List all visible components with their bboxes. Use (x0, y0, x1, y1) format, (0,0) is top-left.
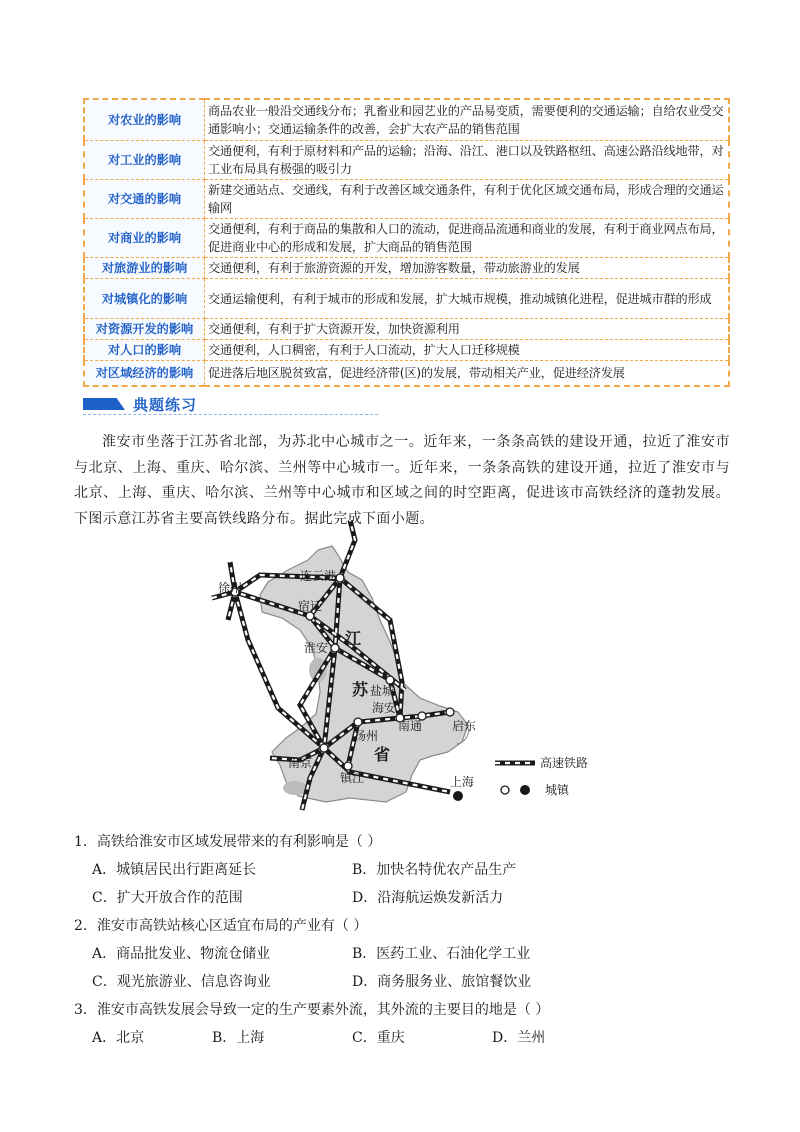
option-c[interactable]: C．观光旅游业、信息咨询业 (92, 974, 271, 990)
option-row (74, 1024, 734, 1052)
city-marker-shanghai (453, 791, 463, 801)
question-1 (74, 828, 734, 912)
option-a[interactable]: A．北京 (92, 1030, 145, 1046)
legend-town-hollow (501, 786, 509, 794)
question-stem: 3．淮安市高铁发展会导致一定的生产要素外流，其外流的主要目的地是（ ） (74, 1002, 550, 1018)
section-header (83, 394, 378, 416)
option-b[interactable]: B．加快名特优农产品生产 (352, 862, 517, 878)
question-3 (74, 996, 734, 1052)
city-marker-yangzhou (354, 718, 362, 726)
city-marker-suqian (306, 612, 314, 620)
question-list (74, 828, 734, 1052)
table-row (84, 361, 729, 387)
option-a[interactable]: A．城镇居民出行距离延长 (92, 862, 257, 878)
option-c[interactable]: C．扩大开放合作的范围 (92, 890, 243, 906)
option-d[interactable]: D．沿海航运焕发新活力 (352, 890, 504, 906)
city-label-huaian: 淮安 (304, 641, 329, 655)
section-title: 典题练习 (133, 396, 198, 414)
row-content: 促进落后地区脱贫致富，促进经济带(区)的发展，带动相关产业，促进经济发展 (205, 361, 730, 387)
row-label: 对资源开发的影响 (84, 319, 205, 340)
row-content: 商品农业一般沿交通线分布；乳畜业和园艺业的产品易变质，需要便利的交通运输；自给农业受交通影响小；交通运输条件的改善，会扩大农产品的销售范围 (205, 99, 730, 141)
table-row (84, 258, 729, 279)
city-marker-lianyungang (336, 574, 344, 582)
row-label: 对农业的影响 (84, 99, 205, 141)
option-c[interactable]: C．重庆 (352, 1030, 405, 1046)
jiangsu-railway-map (200, 520, 620, 820)
option-row (74, 968, 734, 996)
city-label-xuzhou: 徐州 (218, 581, 243, 595)
row-label: 对工业的影响 (84, 141, 205, 180)
city-label-qidong: 启东 (452, 719, 477, 733)
row-label: 对城镇化的影响 (84, 279, 205, 319)
option-d[interactable]: D．兰州 (492, 1030, 546, 1046)
section-divider (83, 414, 378, 415)
row-label: 对人口的影响 (84, 340, 205, 361)
city-label-shanghai: 上海 (450, 775, 475, 789)
city-label-haian: 海安 (372, 701, 397, 715)
table-row (84, 141, 729, 180)
option-row (74, 940, 734, 968)
transport-impact-table (83, 98, 730, 387)
option-b[interactable]: B．医药工业、石油化学工业 (352, 946, 531, 962)
table-row (84, 180, 729, 219)
city-marker-nanjing (320, 744, 328, 752)
reading-passage: 淮安市坐落于江苏省北部，为苏北中心城市之一。近年来，一条条高铁的建设开通，拉近了淮安市与北京、上海、重庆、哈尔滨、兰州等中心城市一。近年来，一条条高铁的建设开通，拉近了淮安市与北京、上海、重庆、哈尔滨、兰州等中心城市和区域之间的时空距离，促进该市高铁经济的蓬勃发展。下图示意江苏省主要高铁线路分布。据此完成下面小题。 (74, 434, 730, 527)
city-label-lianyungang: 连云港 (300, 569, 337, 583)
legend-town-solid (520, 785, 530, 795)
city-label-nanjing: 南京 (288, 756, 313, 770)
city-label-yancheng: 盐城 (370, 684, 395, 698)
map-svg (200, 520, 620, 820)
table-row (84, 279, 729, 319)
city-label-yangzhou: 扬州 (354, 729, 379, 743)
row-content: 交通便利，有利于旅游资源的开发，增加游客数量，带动旅游业的发展 (205, 258, 730, 279)
lake (283, 781, 307, 795)
option-a[interactable]: A．商品批发业、物流仓储业 (92, 946, 271, 962)
city-label-zhenjiang: 镇江 (340, 771, 365, 785)
row-content: 交通运输便利，有利于城市的形成和发展，扩大城市规模，推动城镇化进程，促进城市群的形成 (205, 279, 730, 319)
city-label-nantong: 南通 (398, 719, 423, 733)
city-marker-yancheng (386, 676, 394, 684)
option-row (74, 856, 734, 884)
province-char: 江 (345, 629, 362, 648)
option-row (74, 884, 734, 912)
row-label: 对旅游业的影响 (84, 258, 205, 279)
table-row (84, 99, 729, 141)
city-label-suqian: 宿迁 (298, 599, 323, 613)
province-char: 苏 (352, 680, 369, 699)
map-legend (495, 755, 588, 797)
row-label: 对交通的影响 (84, 180, 205, 219)
section-bar-icon (83, 398, 125, 410)
option-b[interactable]: B．上海 (212, 1030, 265, 1046)
row-content: 新建交通站点、交通线，有利于改善区域交通条件，有利于优化区域交通布局，形成合理的交通运输网 (205, 180, 730, 219)
city-marker-zhenjiang (344, 762, 352, 770)
row-label: 对商业的影响 (84, 219, 205, 258)
legend-town-label: 城镇 (545, 783, 570, 797)
table-row (84, 340, 729, 361)
option-d[interactable]: D．商务服务业、旅馆餐饮业 (352, 974, 532, 990)
row-content: 交通便利，有利于扩大资源开发，加快资源利用 (205, 319, 730, 340)
legend-railway-label: 高速铁路 (540, 756, 589, 770)
row-content: 交通便利，人口稠密，有利于人口流动，扩大人口迁移规模 (205, 340, 730, 361)
question-stem: 2．淮安市高铁站核心区适宜布局的产业有（ ） (74, 918, 368, 934)
city-marker-huaian (331, 644, 339, 652)
row-content: 交通便利，有利于原材料和产品的运输；沿海、沿江、港口以及铁路枢纽、高速公路沿线地带，对工业布局具有极强的吸引力 (205, 141, 730, 180)
question-stem: 1．高铁给淮安市区域发展带来的有利影响是（ ） (74, 834, 382, 850)
city-marker-qidong (446, 708, 454, 716)
province-char: 省 (374, 745, 391, 764)
table-row (84, 319, 729, 340)
table-row (84, 219, 729, 258)
row-content: 交通便利，有利于商品的集散和人口的流动，促进商品流通和商业的发展，有利于商业网点布局，促进商业中心的形成和发展，扩大商品的销售范围 (205, 219, 730, 258)
row-label: 对区域经济的影响 (84, 361, 205, 387)
question-2 (74, 912, 734, 996)
